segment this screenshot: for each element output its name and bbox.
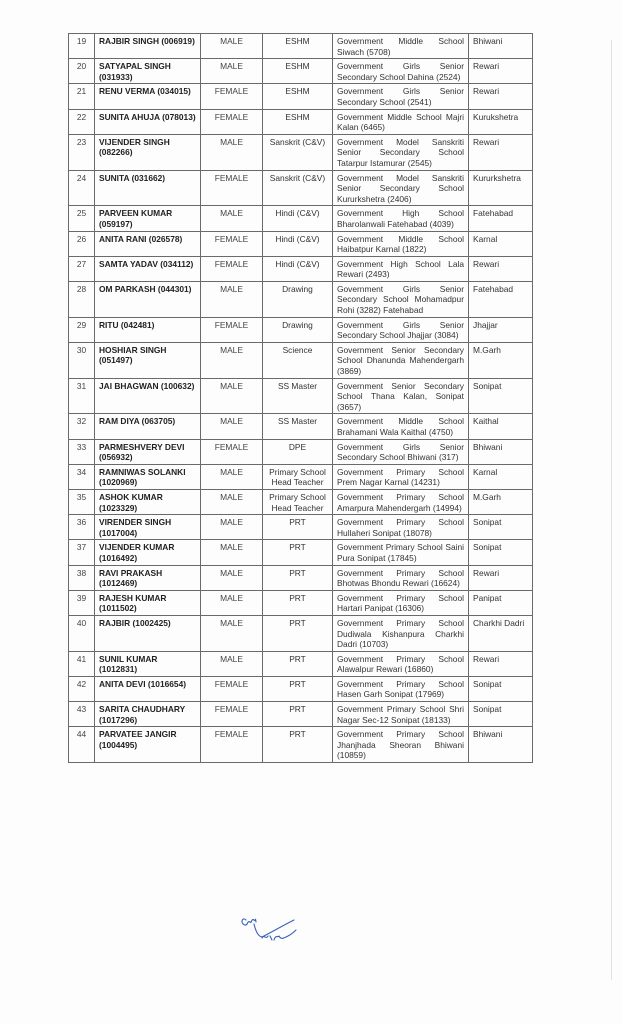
serial-number-cell: 22 <box>69 109 95 134</box>
gender-cell: FEMALE <box>201 702 263 727</box>
employee-name-cell: RAVI PRAKASH (1012469) <box>95 565 201 590</box>
employee-name-cell: RAJESH KUMAR (1011502) <box>95 590 201 615</box>
district-cell: M.Garh <box>469 342 533 378</box>
employee-name-cell: JAI BHAGWAN (100632) <box>95 378 201 414</box>
district-cell: Rewari <box>469 84 533 109</box>
district-cell: Panipat <box>469 590 533 615</box>
district-cell: M.Garh <box>469 489 533 514</box>
post-cell: Drawing <box>263 317 333 342</box>
school-cell: Government Model Sanskriti Senior Secondary School Tatarpur Istamurar (2545) <box>333 134 469 170</box>
employee-name-cell: VIJENDER KUMAR (1016492) <box>95 540 201 565</box>
post-cell: PRT <box>263 615 333 651</box>
table-row <box>69 702 533 727</box>
table-row <box>69 59 533 84</box>
gender-cell: MALE <box>201 59 263 84</box>
district-cell: Sonipat <box>469 676 533 701</box>
table-row <box>69 615 533 651</box>
school-cell: Government Middle School Haibatpur Karnal (1822) <box>333 231 469 256</box>
post-cell: PRT <box>263 590 333 615</box>
employee-name-cell: RAJBIR SINGH (006919) <box>95 34 201 59</box>
post-cell: PRT <box>263 515 333 540</box>
serial-number-cell: 19 <box>69 34 95 59</box>
school-cell: Government Primary School Hasen Garh Sonipat (17969) <box>333 676 469 701</box>
employee-name-cell: SARITA CHAUDHARY (1017296) <box>95 702 201 727</box>
district-cell: Rewari <box>469 134 533 170</box>
district-cell: Sonipat <box>469 515 533 540</box>
serial-number-cell: 24 <box>69 170 95 206</box>
district-cell: Karnal <box>469 231 533 256</box>
table-row <box>69 590 533 615</box>
employee-name-cell: PARVEEN KUMAR (059197) <box>95 206 201 231</box>
table-row <box>69 134 533 170</box>
table-row <box>69 317 533 342</box>
district-cell: Fatehabad <box>469 281 533 317</box>
post-cell: Sanskrit (C&V) <box>263 170 333 206</box>
table-row <box>69 206 533 231</box>
table-row <box>69 256 533 281</box>
gender-cell: FEMALE <box>201 256 263 281</box>
gender-cell: MALE <box>201 281 263 317</box>
employee-name-cell: PARVATEE JANGIR (1004495) <box>95 727 201 763</box>
district-cell: Bhiwani <box>469 727 533 763</box>
school-cell: Government Senior Secondary School Dhanunda Mahendergarh (3869) <box>333 342 469 378</box>
school-cell: Government Middle School Majri Kalan (6465) <box>333 109 469 134</box>
page-edge-line <box>611 40 612 980</box>
school-cell: Government Senior Secondary School Thana Kalan, Sonipat (3657) <box>333 378 469 414</box>
district-cell: Sonipat <box>469 702 533 727</box>
employee-name-cell: ANITA RANI (026578) <box>95 231 201 256</box>
post-cell: PRT <box>263 540 333 565</box>
post-cell: Hindi (C&V) <box>263 256 333 281</box>
serial-number-cell: 42 <box>69 676 95 701</box>
serial-number-cell: 32 <box>69 414 95 439</box>
gender-cell: MALE <box>201 34 263 59</box>
employee-name-cell: RAM DIYA (063705) <box>95 414 201 439</box>
serial-number-cell: 38 <box>69 565 95 590</box>
gender-cell: FEMALE <box>201 84 263 109</box>
employee-name-cell: RENU VERMA (034015) <box>95 84 201 109</box>
table-row <box>69 489 533 514</box>
district-cell: Sonipat <box>469 378 533 414</box>
school-cell: Government Middle School Brahamani Wala Kaithal (4750) <box>333 414 469 439</box>
post-cell: ESHM <box>263 34 333 59</box>
district-cell: Rewari <box>469 256 533 281</box>
post-cell: ESHM <box>263 59 333 84</box>
district-cell: Rewari <box>469 59 533 84</box>
table-row <box>69 231 533 256</box>
employee-name-cell: OM PARKASH (044301) <box>95 281 201 317</box>
school-cell: Government Girls Senior Secondary School Bhiwani (317) <box>333 439 469 464</box>
serial-number-cell: 41 <box>69 651 95 676</box>
school-cell: Government Primary School Amarpura Mahendergarh (14994) <box>333 489 469 514</box>
serial-number-cell: 29 <box>69 317 95 342</box>
employee-name-cell: RAMNIWAS SOLANKI (1020969) <box>95 464 201 489</box>
district-cell: Fatehabad <box>469 206 533 231</box>
gender-cell: MALE <box>201 134 263 170</box>
school-cell: Government Primary School Shri Nagar Sec-12 Sonipat (18133) <box>333 702 469 727</box>
signature-scribble-icon <box>238 910 338 950</box>
serial-number-cell: 26 <box>69 231 95 256</box>
serial-number-cell: 43 <box>69 702 95 727</box>
employee-name-cell: HOSHIAR SINGH (051497) <box>95 342 201 378</box>
employee-name-cell: SUNITA AHUJA (078013) <box>95 109 201 134</box>
serial-number-cell: 40 <box>69 615 95 651</box>
employee-name-cell: VIJENDER SINGH (082266) <box>95 134 201 170</box>
serial-number-cell: 37 <box>69 540 95 565</box>
post-cell: DPE <box>263 439 333 464</box>
signature <box>238 910 338 950</box>
table-row <box>69 651 533 676</box>
district-cell: Karnal <box>469 464 533 489</box>
gender-cell: MALE <box>201 342 263 378</box>
table-row <box>69 414 533 439</box>
serial-number-cell: 35 <box>69 489 95 514</box>
school-cell: Government Primary School Saini Pura Sonipat (17845) <box>333 540 469 565</box>
employee-name-cell: RAJBIR (1002425) <box>95 615 201 651</box>
gender-cell: FEMALE <box>201 676 263 701</box>
employee-name-cell: ASHOK KUMAR (1023329) <box>95 489 201 514</box>
serial-number-cell: 36 <box>69 515 95 540</box>
district-cell: Bhiwani <box>469 439 533 464</box>
serial-number-cell: 21 <box>69 84 95 109</box>
teacher-roster-table <box>68 33 533 763</box>
gender-cell: MALE <box>201 515 263 540</box>
employee-name-cell: ANITA DEVI (1016654) <box>95 676 201 701</box>
employee-name-cell: SUNITA (031662) <box>95 170 201 206</box>
gender-cell: FEMALE <box>201 317 263 342</box>
employee-name-cell: VIRENDER SINGH (1017004) <box>95 515 201 540</box>
table-row <box>69 342 533 378</box>
post-cell: ESHM <box>263 109 333 134</box>
table-row <box>69 515 533 540</box>
post-cell: Primary School Head Teacher <box>263 489 333 514</box>
serial-number-cell: 39 <box>69 590 95 615</box>
school-cell: Government Model Sanskriti Senior Secondary School Kururkshetra (2406) <box>333 170 469 206</box>
gender-cell: MALE <box>201 489 263 514</box>
table-row <box>69 378 533 414</box>
school-cell: Government Girls Senior Secondary School Mohamadpur Rohi (3282) Fatehabad <box>333 281 469 317</box>
post-cell: Sanskrit (C&V) <box>263 134 333 170</box>
serial-number-cell: 25 <box>69 206 95 231</box>
serial-number-cell: 33 <box>69 439 95 464</box>
school-cell: Government Girls Senior Secondary School Dahina (2524) <box>333 59 469 84</box>
gender-cell: MALE <box>201 565 263 590</box>
post-cell: SS Master <box>263 378 333 414</box>
district-cell: Rewari <box>469 565 533 590</box>
post-cell: Hindi (C&V) <box>263 231 333 256</box>
post-cell: PRT <box>263 702 333 727</box>
school-cell: Government Primary School Hullaheri Sonipat (18078) <box>333 515 469 540</box>
table-row <box>69 727 533 763</box>
school-cell: Government Middle School Siwach (5708) <box>333 34 469 59</box>
roster-body <box>69 34 533 763</box>
gender-cell: MALE <box>201 540 263 565</box>
post-cell: PRT <box>263 651 333 676</box>
district-cell: Kururkshetra <box>469 170 533 206</box>
district-cell: Rewari <box>469 651 533 676</box>
gender-cell: FEMALE <box>201 231 263 256</box>
serial-number-cell: 20 <box>69 59 95 84</box>
gender-cell: MALE <box>201 590 263 615</box>
gender-cell: MALE <box>201 378 263 414</box>
school-cell: Government Primary School Bhotwas Bhondu Rewari (16624) <box>333 565 469 590</box>
employee-name-cell: SATYAPAL SINGH (031933) <box>95 59 201 84</box>
gender-cell: FEMALE <box>201 109 263 134</box>
gender-cell: MALE <box>201 206 263 231</box>
school-cell: Government Primary School Prem Nagar Karnal (14231) <box>333 464 469 489</box>
post-cell: Primary School Head Teacher <box>263 464 333 489</box>
post-cell: Hindi (C&V) <box>263 206 333 231</box>
serial-number-cell: 30 <box>69 342 95 378</box>
gender-cell: FEMALE <box>201 727 263 763</box>
school-cell: Government Primary School Jhanjhada Sheoran Bhiwani (10859) <box>333 727 469 763</box>
school-cell: Government Primary School Hartari Panipat (16306) <box>333 590 469 615</box>
employee-name-cell: PARMESHVERY DEVI (056932) <box>95 439 201 464</box>
post-cell: Science <box>263 342 333 378</box>
gender-cell: MALE <box>201 651 263 676</box>
school-cell: Government Primary School Alawalpur Rewari (16860) <box>333 651 469 676</box>
table-row <box>69 109 533 134</box>
table-row <box>69 565 533 590</box>
table-row <box>69 84 533 109</box>
serial-number-cell: 31 <box>69 378 95 414</box>
employee-name-cell: SUNIL KUMAR (1012831) <box>95 651 201 676</box>
district-cell: Jhajjar <box>469 317 533 342</box>
district-cell: Sonipat <box>469 540 533 565</box>
serial-number-cell: 28 <box>69 281 95 317</box>
gender-cell: MALE <box>201 414 263 439</box>
serial-number-cell: 44 <box>69 727 95 763</box>
gender-cell: FEMALE <box>201 439 263 464</box>
post-cell: PRT <box>263 727 333 763</box>
post-cell: SS Master <box>263 414 333 439</box>
post-cell: PRT <box>263 565 333 590</box>
employee-name-cell: RITU (042481) <box>95 317 201 342</box>
school-cell: Government High School Bharolanwali Fatehabad (4039) <box>333 206 469 231</box>
table-row <box>69 34 533 59</box>
post-cell: ESHM <box>263 84 333 109</box>
employee-name-cell: SAMTA YADAV (034112) <box>95 256 201 281</box>
school-cell: Government High School Lala Rewari (2493) <box>333 256 469 281</box>
school-cell: Government Primary School Dudiwala Kishanpura Charkhi Dadri (10703) <box>333 615 469 651</box>
post-cell: Drawing <box>263 281 333 317</box>
gender-cell: MALE <box>201 615 263 651</box>
school-cell: Government Girls Senior Secondary School Jhajjar (3084) <box>333 317 469 342</box>
table-row <box>69 170 533 206</box>
table-row <box>69 281 533 317</box>
gender-cell: MALE <box>201 464 263 489</box>
serial-number-cell: 34 <box>69 464 95 489</box>
school-cell: Government Girls Senior Secondary School (2541) <box>333 84 469 109</box>
serial-number-cell: 27 <box>69 256 95 281</box>
table-row <box>69 540 533 565</box>
gender-cell: FEMALE <box>201 170 263 206</box>
district-cell: Charkhi Dadri <box>469 615 533 651</box>
table-row <box>69 464 533 489</box>
district-cell: Kaithal <box>469 414 533 439</box>
post-cell: PRT <box>263 676 333 701</box>
district-cell: Bhiwani <box>469 34 533 59</box>
district-cell: Kurukshetra <box>469 109 533 134</box>
table-row <box>69 439 533 464</box>
serial-number-cell: 23 <box>69 134 95 170</box>
table-row <box>69 676 533 701</box>
